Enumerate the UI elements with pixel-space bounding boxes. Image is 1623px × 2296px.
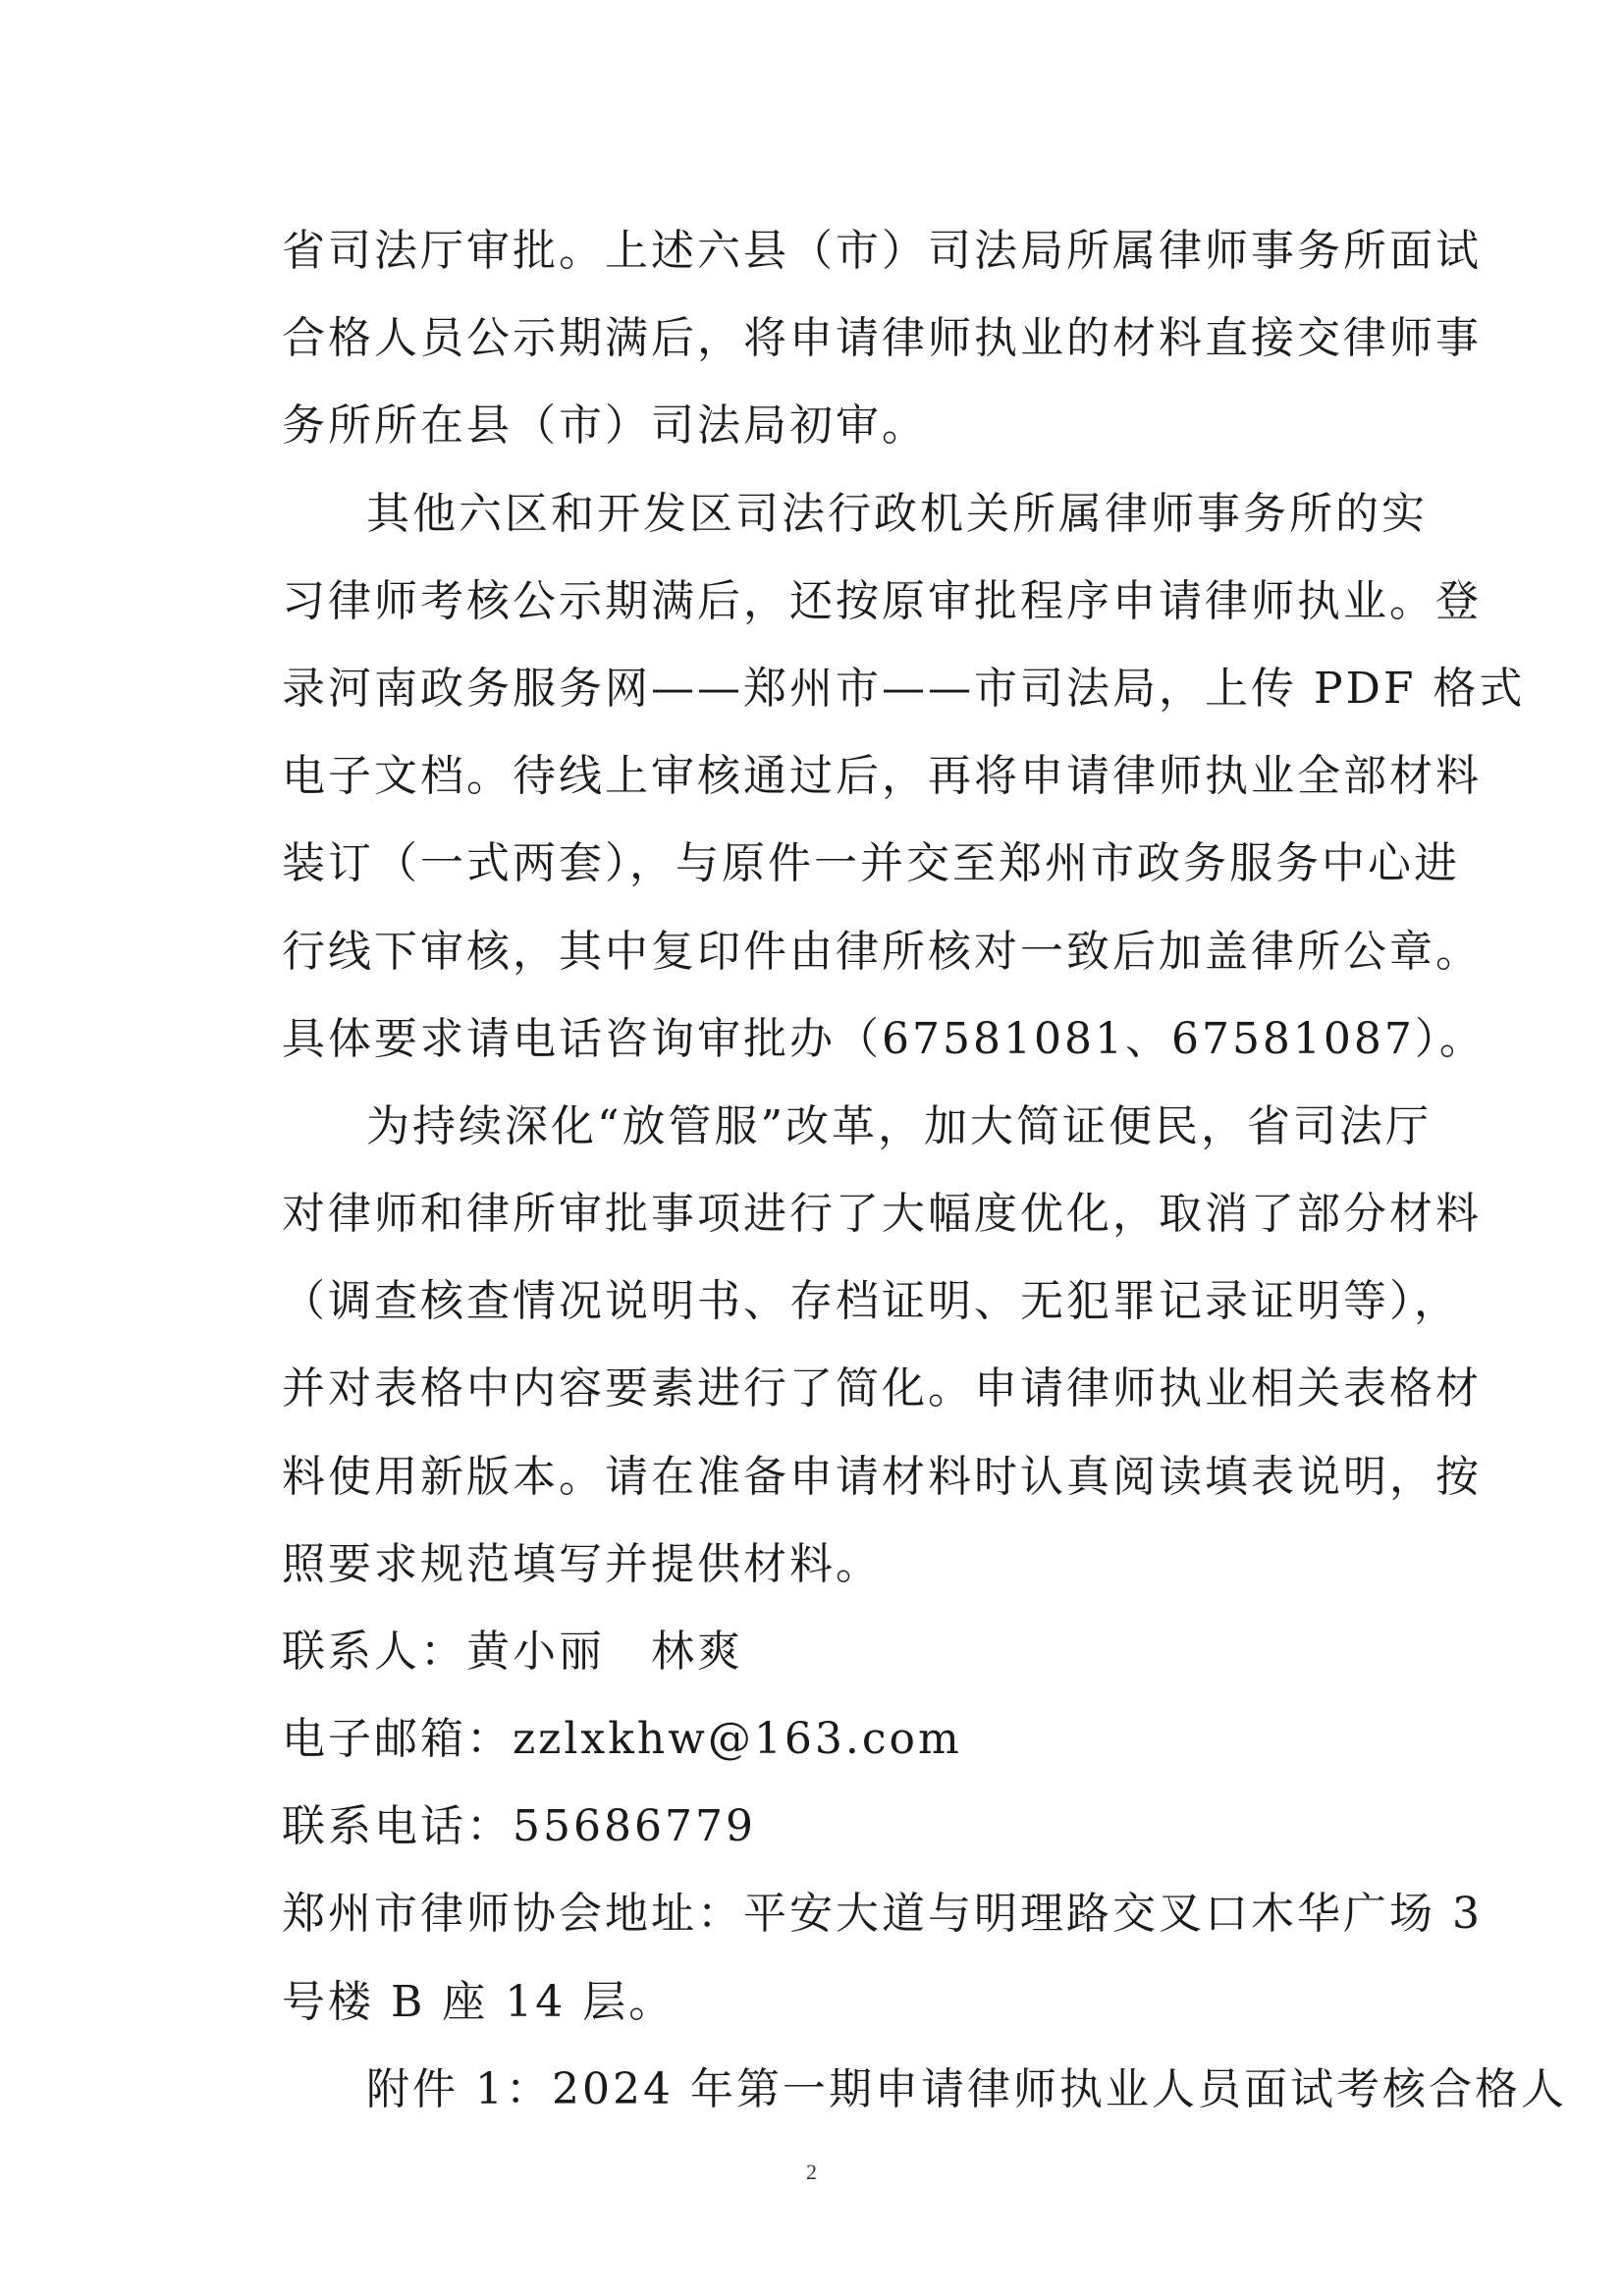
paragraph-line: 录河南政务服务网——郑州市——市司法局，上传 PDF 格式 [282,664,1526,714]
paragraph-line: 务所所在县（市）司法局初审。 [282,400,928,451]
contact-person: 联系人：黄小丽 林爽 [282,1627,743,1677]
paragraph-line: 具体要求请电话咨询审批办（67581081、67581087）。 [282,1014,1486,1064]
paragraph-line: （调查核查情况说明书、存档证明、无犯罪记录证明等）， [282,1276,1460,1326]
contact-email: 电子邮箱：zzlxkhw@163.com [282,1714,962,1764]
paragraph-line: 电子文档。待线上审核通过后，再将申请律师执业全部材料 [282,751,1482,801]
paragraph-line: 习律师考核公示期满后，还按原审批程序申请律师执业。登 [282,576,1482,626]
attachment-line: 附件 1：2024 年第一期申请律师执业人员面试考核合格人 [366,2064,1567,2114]
paragraph-line: 行线下审核，其中复印件由律所核对一致后加盖律所公章。 [282,927,1482,977]
paragraph-line: 合格人员公示期满后，将申请律师执业的材料直接交律师事 [282,313,1482,363]
paragraph-line: 省司法厅审批。上述六县（市）司法局所属律师事务所面试 [282,226,1482,276]
paragraph-line: 为持续深化“放管服”改革，加大简证便民，省司法厅 [366,1101,1432,1151]
association-address: 郑州市律师协会地址：平安大道与明理路交叉口木华广场 3 [282,1889,1483,1939]
page-number: 2 [806,2160,817,2184]
paragraph-line: 其他六区和开发区司法行政机关所属律师事务所的实 [366,489,1428,539]
paragraph-line: 料使用新版本。请在准备申请材料时认真阅读填表说明，按 [282,1452,1482,1502]
paragraph-line: 装订（一式两套），与原件一并交至郑州市政务服务中心进 [282,838,1460,888]
paragraph-line: 对律师和律所审批事项进行了大幅度优化，取消了部分材料 [282,1189,1482,1239]
association-address-cont: 号楼 B 座 14 层。 [282,1977,676,2027]
contact-phone: 联系电话：55686779 [282,1801,756,1851]
paragraph-line: 并对表格中内容要素进行了简化。申请律师执业相关表格材 [282,1363,1482,1414]
paragraph-line: 照要求规范填写并提供材料。 [282,1539,882,1589]
